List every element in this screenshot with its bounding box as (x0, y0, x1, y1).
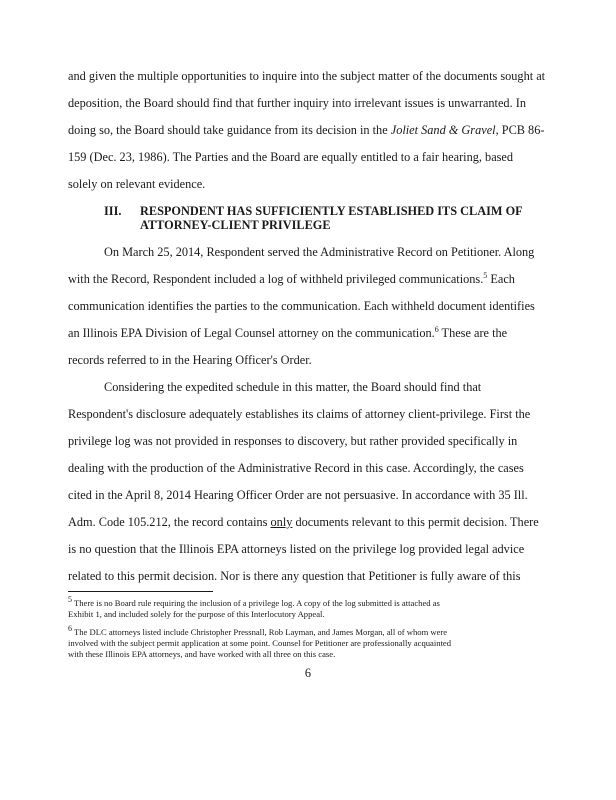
body-line: related to this permit decision. Nor is there any question that Petitioner is fully aware of this (68, 569, 521, 583)
body-text: These are the (438, 326, 508, 340)
body-text: Each (487, 272, 515, 286)
footnote-ref: 6 (434, 324, 439, 334)
footnote-ref: 5 (483, 270, 488, 280)
body-text: an Illinois EPA Division of Legal Counsel attorney on the communication. (68, 326, 435, 340)
footnote-line: Exhibit 1, and included solely for the purpose of this Interlocutory Appeal. (68, 609, 325, 619)
section-title-line2: ATTORNEY-CLIENT PRIVILEGE (140, 218, 331, 232)
body-line: solely on relevant evidence. (68, 177, 206, 191)
body-line: On March 25, 2014, Respondent served the Administrative Record on Petitioner. Along (104, 245, 535, 259)
body-line (68, 515, 548, 529)
body-line (68, 326, 548, 340)
body-line: 159 (Dec. 23, 1986). The Parties and the Board are equally entitled to a fair hearing, based (68, 150, 514, 164)
body-text: documents relevant to this permit decision. There (292, 515, 539, 529)
page-number: 6 (304, 666, 312, 680)
body-text: , PCB 86- (495, 123, 545, 137)
body-line: dealing with the production of the Administrative Record in this case. Accordingly, the cases (68, 461, 524, 475)
footnote-line (68, 595, 548, 608)
body-line: Respondent's disclosure adequately establishes its claims of attorney client-privilege. First the (68, 407, 531, 421)
body-line: privilege log was not provided in responses to discovery, but rather provided specifically in (68, 434, 518, 448)
footnote-mark: 6 (68, 624, 72, 634)
body-line: records referred to in the Hearing Officer's Order. (68, 353, 312, 367)
footnote-line (68, 624, 548, 637)
footnote-line: with these Illinois EPA attorneys, and have worked with all three on this case. (68, 649, 336, 659)
emphasis-only: only (270, 515, 293, 529)
section-number: III. (104, 204, 122, 218)
body-line: is no question that the Illinois EPA attorneys listed on the privilege log provided legal advice (68, 542, 525, 556)
body-line (68, 123, 548, 137)
section-title-line1: RESPONDENT HAS SUFFICIENTLY ESTABLISHED ITS CLAIM OF (140, 204, 523, 218)
body-text: doing so, the Board should take guidance from its decision in the (68, 123, 391, 137)
case-citation: Joliet Sand & Gravel (390, 123, 496, 137)
body-text: Adm. Code 105.212, the record contains (68, 515, 271, 529)
body-line: deposition, the Board should find that further inquiry into irrelevant issues is unwarranted. In (68, 96, 526, 110)
body-text: with the Record, Respondent included a log of withheld privileged communications. (68, 272, 484, 286)
footnote-text: The DLC attorneys listed include Christopher Pressnall, Rob Layman, and James Morgan, all of whom were (72, 627, 448, 637)
footnote-text: There is no Board rule requiring the inclusion of a privilege log. A copy of the log submitted is attached as (72, 598, 440, 608)
footnote-mark: 5 (68, 595, 72, 605)
body-line (68, 272, 548, 286)
footnote-line: involved with the subject permit application at some point. Counsel for Petitioner are professionally acquainted (68, 638, 452, 648)
body-line: communication identifies the parties to the communication. Each withheld document identifies (68, 299, 535, 313)
body-line: Considering the expedited schedule in this matter, the Board should find that (104, 380, 482, 394)
body-line: and given the multiple opportunities to inquire into the subject matter of the documents sought at (68, 69, 546, 83)
footnote-separator (68, 591, 213, 592)
body-line: cited in the April 8, 2014 Hearing Officer Order are not persuasive. In accordance with 35 Ill. (68, 488, 528, 502)
